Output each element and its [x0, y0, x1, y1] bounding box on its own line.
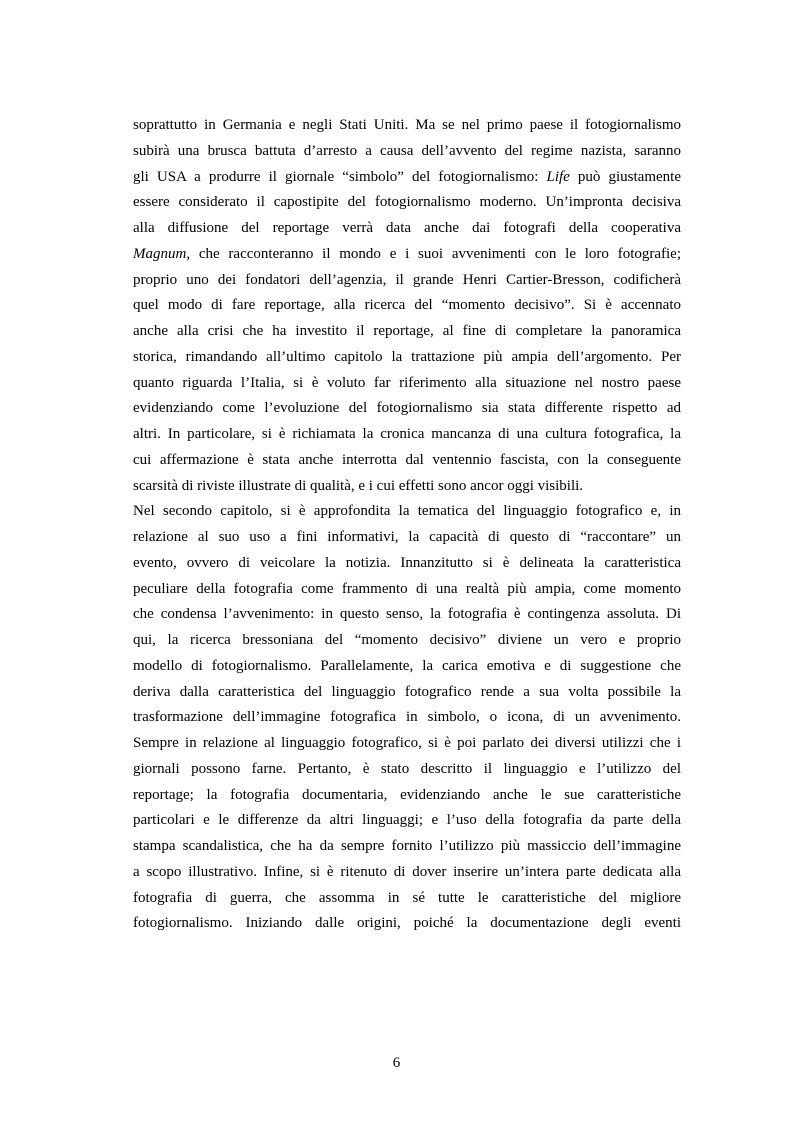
text-line: anche alla crisi che ha investito il reportage, al fine di completare la panoramica: [133, 323, 681, 339]
text-line: fotogiornalismo. Iniziando dalle origini, poiché la documentazione degli eventi: [133, 915, 681, 932]
text-line: giornali possono farne. Pertanto, è stato descritto il linguaggio e l’utilizzo del: [133, 760, 681, 777]
text-line: evento, ovvero di veicolare la notizia. Innanzitutto si è delineata la caratteristica: [133, 554, 681, 571]
text-line: qui, la ricerca bressoniana del “momento decisivo” diviene un vero e proprio: [133, 632, 681, 648]
text-line: Nel secondo capitolo, si è approfondita la tematica del linguaggio fotografico e, in: [133, 503, 681, 520]
text-run: può giustamente: [569, 168, 681, 185]
text-line: particolari e le differenze da altri linguaggi; e l’uso della fotografia da parte della: [133, 812, 681, 829]
text-line: modello di fotogiornalismo. Parallelamente, la carica emotiva e di suggestione che: [133, 657, 681, 674]
text-line: essere considerato il capostipite del fotogiornalismo moderno. Un’impronta decisiva: [133, 194, 681, 211]
text-line: reportage; la fotografia documentaria, evidenziando anche le sue caratteristiche: [133, 786, 681, 803]
text-line: a scopo illustrativo. Infine, si è ritenuto di dover inserire un’intera parte dedicata alla: [133, 863, 681, 880]
text-line: trasformazione dell’immagine fotografica in simbolo, o icona, di un avvenimento.: [133, 709, 681, 726]
text-line: proprio uno dei fondatori dell’agenzia, il grande Henri Cartier-Bresson, codificherà: [133, 271, 681, 288]
text-line: Sempre in relazione al linguaggio fotografico, si è poi parlato dei diversi utilizzi che i: [133, 735, 681, 751]
text-run: , che racconteranno il mondo e i suoi avvenimenti con le loro fotografie;: [186, 245, 681, 262]
body-text: [133, 113, 681, 937]
text-line: alla diffusione del reportage verrà data anche dai fotografi della cooperativa: [133, 220, 681, 236]
text-run: gli USA a produrre il giornale “simbolo” del fotogiornalismo:: [133, 168, 547, 185]
text-line: subirà una brusca battuta d’arresto a causa dell’avvento del regime nazista, saranno: [133, 142, 681, 159]
text-line: evidenziando come l’evoluzione del fotogiornalismo sia stata differente rispetto ad: [133, 400, 681, 417]
italic-title-life: Life: [546, 168, 570, 185]
text-line: scarsità di riviste illustrate di qualità, e i cui effetti sono ancor oggi visibili.: [133, 477, 584, 494]
text-line: soprattutto in Germania e negli Stati Uniti. Ma se nel primo paese il fotogiornalismo: [133, 117, 681, 133]
text-line: deriva dalla caratteristica del linguaggio fotografico rende a sua volta possibile la: [133, 683, 681, 700]
text-line: fotografia di guerra, che assomma in sé tutte le caratteristiche del migliore: [133, 889, 681, 906]
text-line: storica, rimandando all’ultimo capitolo la trattazione più ampia dell’argomento. Per: [133, 348, 681, 365]
italic-title-magnum: Magnum: [133, 245, 187, 262]
text-line: altri. In particolare, si è richiamata la cronica mancanza di una cultura fotografica, la: [133, 426, 681, 442]
text-line: cui affermazione è stata anche interrotta dal ventennio fascista, con la conseguente: [133, 451, 681, 468]
text-line: quel modo di fare reportage, alla ricerca del “momento decisivo”. Si è accennato: [133, 297, 681, 314]
text-line: peculiare della fotografia come frammento di una realtà più ampia, come momento: [133, 580, 681, 597]
page-number: 6: [392, 1055, 401, 1071]
text-line: stampa scandalistica, che ha da sempre fornito l’utilizzo più massiccio dell’immagine: [133, 838, 681, 854]
text-line: [133, 242, 681, 268]
text-line: [133, 165, 681, 191]
text-line: relazione al suo uso a fini informativi, la capacità di questo di “raccontare” un: [133, 529, 681, 545]
text-line: che condensa l’avvenimento: in questo senso, la fotografia è contingenza assoluta. Di: [133, 606, 681, 623]
text-line: quanto riguarda l’Italia, si è voluto far riferimento alla situazione nel nostro paese: [133, 374, 681, 391]
